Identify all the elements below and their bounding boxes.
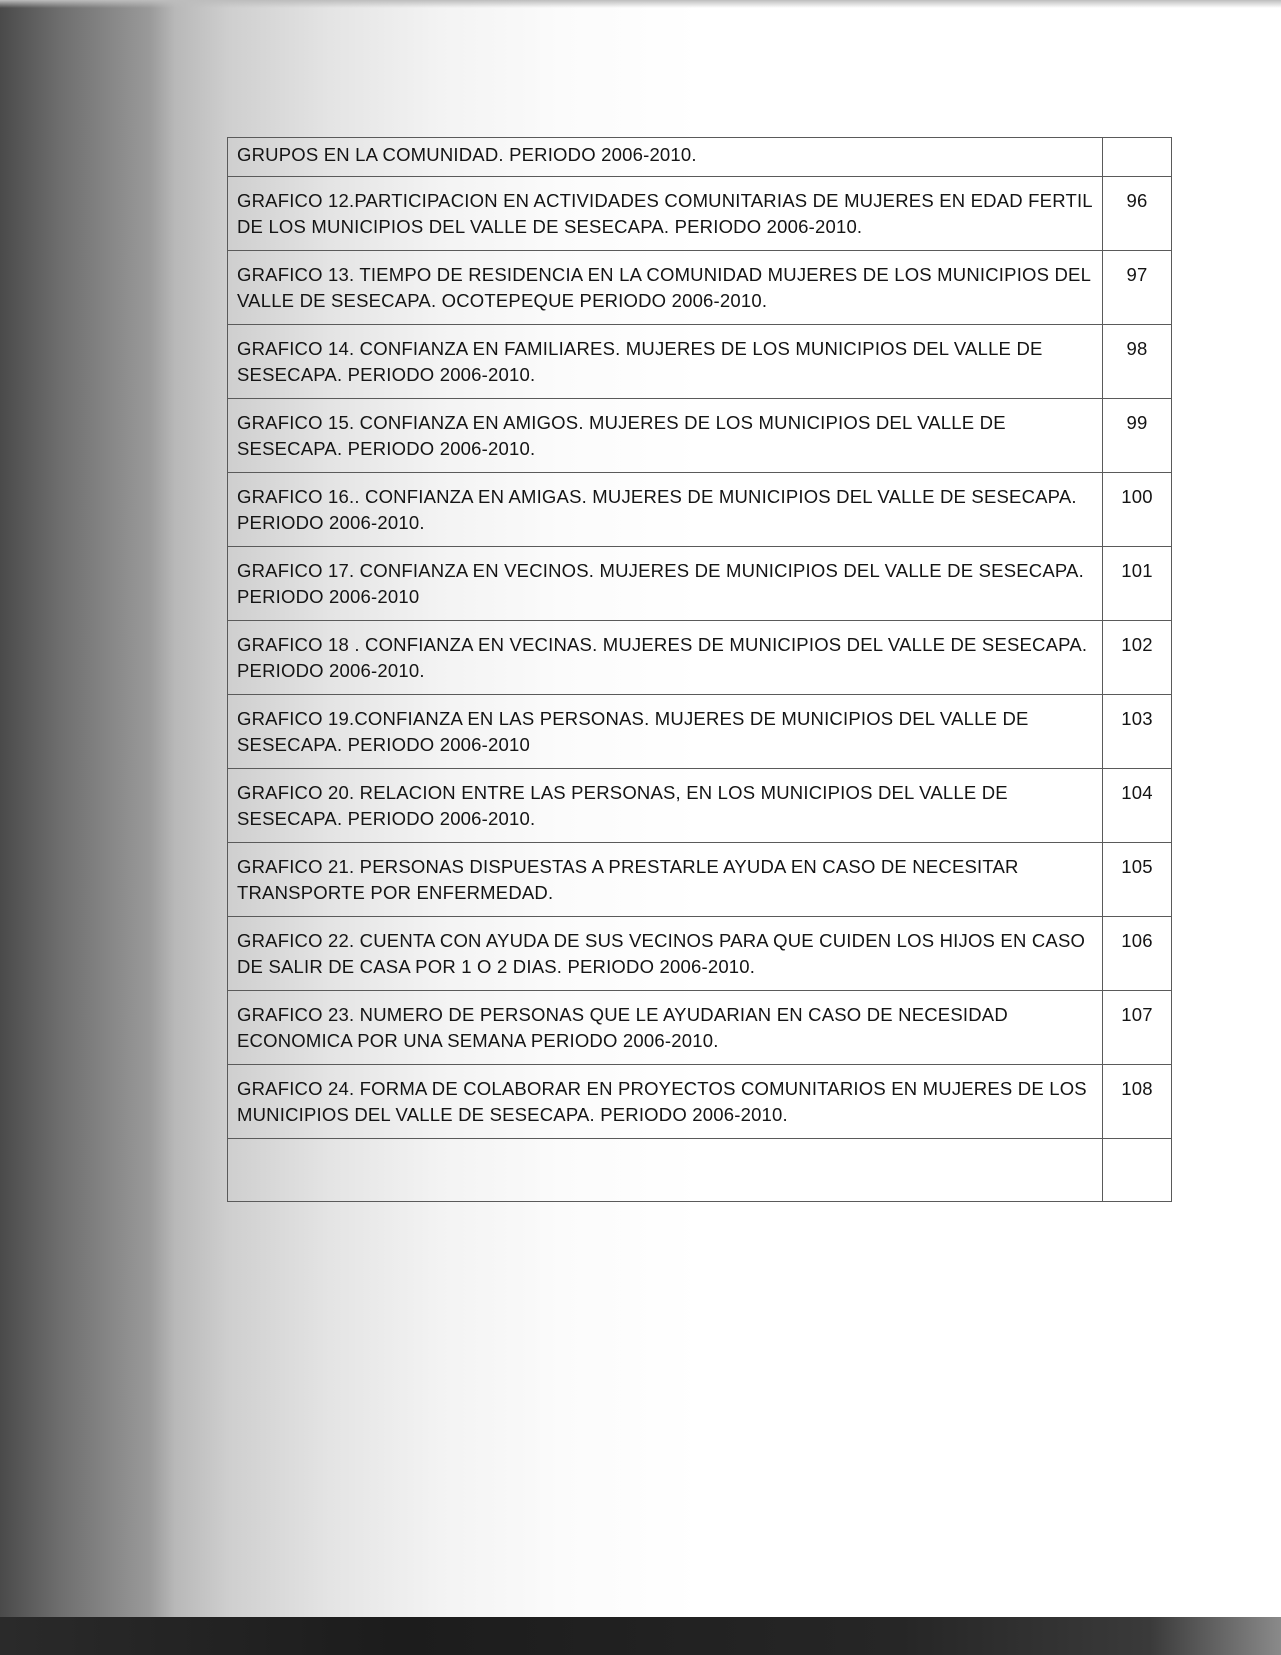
toc-entry-page: 101 — [1103, 547, 1172, 621]
toc-entry-page: 97 — [1103, 251, 1172, 325]
toc-entry-title: GRAFICO 15. CONFIANZA EN AMIGOS. MUJERES DE LOS MUNICIPIOS DEL VALLE DE SESECAPA. PERIODO 2006-2010. — [228, 399, 1103, 473]
toc-entry-title: GRAFICO 12.PARTICIPACION EN ACTIVIDADES COMUNITARIAS DE MUJERES EN EDAD FERTIL DE LOS MUNICIPIOS DEL VALLE DE SESECAPA. PERIODO 2006-2010. — [228, 177, 1103, 251]
toc-entry-title — [228, 1139, 1103, 1202]
toc-entry-page: 99 — [1103, 399, 1172, 473]
toc-entry-title: GRAFICO 21. PERSONAS DISPUESTAS A PRESTARLE AYUDA EN CASO DE NECESITAR TRANSPORTE POR ENFERMEDAD. — [228, 843, 1103, 917]
toc-row — [228, 1065, 1172, 1139]
toc-row — [228, 843, 1172, 917]
toc-row — [228, 251, 1172, 325]
toc-entry-title: GRAFICO 14. CONFIANZA EN FAMILIARES. MUJERES DE LOS MUNICIPIOS DEL VALLE DE SESECAPA. PERIODO 2006-2010. — [228, 325, 1103, 399]
toc-row — [228, 991, 1172, 1065]
toc-entry-title: GRAFICO 17. CONFIANZA EN VECINOS. MUJERES DE MUNICIPIOS DEL VALLE DE SESECAPA. PERIODO 2006-2010 — [228, 547, 1103, 621]
toc-entry-page: 107 — [1103, 991, 1172, 1065]
toc-entry-title: GRAFICO 23. NUMERO DE PERSONAS QUE LE AYUDARIAN EN CASO DE NECESIDAD ECONOMICA POR UNA SEMANA PERIODO 2006-2010. — [228, 991, 1103, 1065]
toc-row — [228, 399, 1172, 473]
toc-row — [228, 177, 1172, 251]
toc-entry-title: GRAFICO 20. RELACION ENTRE LAS PERSONAS, EN LOS MUNICIPIOS DEL VALLE DE SESECAPA. PERIODO 2006-2010. — [228, 769, 1103, 843]
toc-row — [228, 547, 1172, 621]
toc-entry-page — [1103, 1139, 1172, 1202]
toc-entry-title: GRUPOS EN LA COMUNIDAD. PERIODO 2006-2010. — [228, 138, 1103, 177]
toc-entry-page: 102 — [1103, 621, 1172, 695]
toc-entry-title: GRAFICO 19.CONFIANZA EN LAS PERSONAS. MUJERES DE MUNICIPIOS DEL VALLE DE SESECAPA. PERIODO 2006-2010 — [228, 695, 1103, 769]
toc-row — [228, 325, 1172, 399]
toc-entry-page: 106 — [1103, 917, 1172, 991]
page-top-edge — [0, 0, 1281, 8]
toc-entry-title: GRAFICO 13. TIEMPO DE RESIDENCIA EN LA COMUNIDAD MUJERES DE LOS MUNICIPIOS DEL VALLE DE SESECAPA. OCOTEPEQUE PERIODO 2006-2010. — [228, 251, 1103, 325]
toc-row — [228, 138, 1172, 177]
table-of-contents — [227, 137, 1171, 1202]
toc-row — [228, 621, 1172, 695]
toc-table — [227, 137, 1172, 1202]
toc-entry-title: GRAFICO 24. FORMA DE COLABORAR EN PROYECTOS COMUNITARIOS EN MUJERES DE LOS MUNICIPIOS DEL VALLE DE SESECAPA. PERIODO 2006-2010. — [228, 1065, 1103, 1139]
toc-entry-page: 100 — [1103, 473, 1172, 547]
toc-row — [228, 473, 1172, 547]
toc-row-empty — [228, 1139, 1172, 1202]
toc-entry-page: 96 — [1103, 177, 1172, 251]
toc-entry-page: 104 — [1103, 769, 1172, 843]
toc-entry-title: GRAFICO 22. CUENTA CON AYUDA DE SUS VECINOS PARA QUE CUIDEN LOS HIJOS EN CASO DE SALIR DE CASA POR 1 O 2 DIAS. PERIODO 2006-2010. — [228, 917, 1103, 991]
toc-entry-title: GRAFICO 16.. CONFIANZA EN AMIGAS. MUJERES DE MUNICIPIOS DEL VALLE DE SESECAPA. PERIODO 2006-2010. — [228, 473, 1103, 547]
scan-bottom-edge — [0, 1617, 1281, 1655]
toc-row — [228, 769, 1172, 843]
toc-row — [228, 917, 1172, 991]
toc-row — [228, 695, 1172, 769]
toc-entry-page: 98 — [1103, 325, 1172, 399]
toc-entry-title: GRAFICO 18 . CONFIANZA EN VECINAS. MUJERES DE MUNICIPIOS DEL VALLE DE SESECAPA. PERIODO 2006-2010. — [228, 621, 1103, 695]
toc-entry-page: 108 — [1103, 1065, 1172, 1139]
toc-entry-page: 103 — [1103, 695, 1172, 769]
toc-entry-page — [1103, 138, 1172, 177]
toc-entry-page: 105 — [1103, 843, 1172, 917]
